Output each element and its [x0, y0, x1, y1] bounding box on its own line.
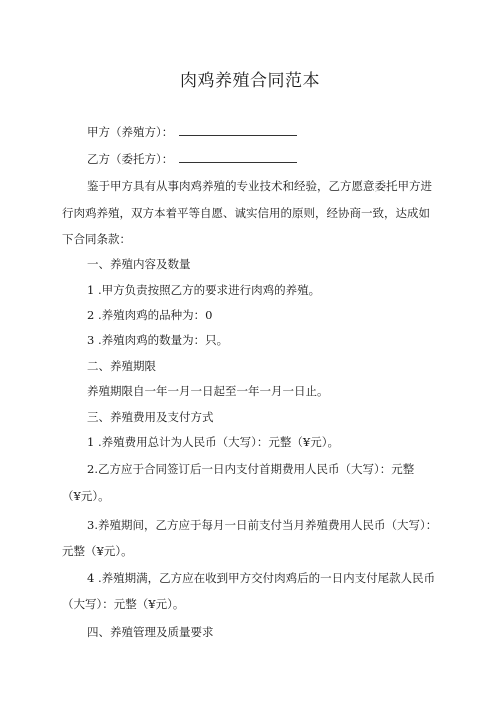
document-title: 肉鸡养殖合同范本	[180, 71, 320, 91]
section-heading: 四、养殖管理及质量要求	[87, 625, 214, 639]
party-b-line	[87, 150, 500, 168]
list-item: 3 .养殖肉鸡的数量为：只。	[87, 333, 229, 347]
party-b-label: 乙方（委托方）：	[87, 152, 174, 166]
list-item: 1 .甲方负责按照乙方的要求进行肉鸡的养殖。	[87, 283, 321, 297]
list-item-continued: 元整（¥元）。	[62, 544, 133, 558]
intro-line: 鉴于甲方具有从事肉鸡养殖的专业技术和经验，乙方愿意委托甲方进	[87, 179, 432, 193]
section-heading: 三、养殖费用及支付方式	[87, 410, 214, 424]
paragraph: 养殖期限自一年一月一日起至一年一月一日止。	[87, 384, 329, 398]
list-item: 4 .养殖期满，乙方应在收到甲方交付肉鸡后的一日内支付尾款人民币	[87, 571, 436, 585]
list-item: 2 .养殖肉鸡的品种为：0	[87, 308, 213, 322]
party-a-blank	[179, 123, 297, 136]
list-item-continued: （¥元）。	[62, 489, 110, 503]
list-item: 1 .养殖费用总计为人民币（大写）：元整（¥元）。	[87, 435, 339, 449]
party-a-label: 甲方（养殖方）：	[87, 125, 174, 139]
party-b-blank	[179, 150, 297, 163]
list-item: 3.养殖期间，乙方应于每月一日前支付当月养殖费用人民币（大写）：	[87, 518, 438, 532]
intro-line: 下合同条款：	[62, 232, 131, 246]
intro-line: 行肉鸡养殖，双方本着平等自愿、诚实信用的原则，经协商一致，达成如	[62, 206, 430, 220]
section-heading: 二、养殖期限	[87, 359, 156, 373]
section-heading: 一、养殖内容及数量	[87, 257, 191, 271]
list-item: 2.乙方应于合同签订后一日内支付首期费用人民币（大写）：元整	[87, 462, 415, 476]
list-item-continued: （大写）：元整（¥元）。	[62, 597, 185, 611]
party-a-line	[87, 123, 500, 141]
